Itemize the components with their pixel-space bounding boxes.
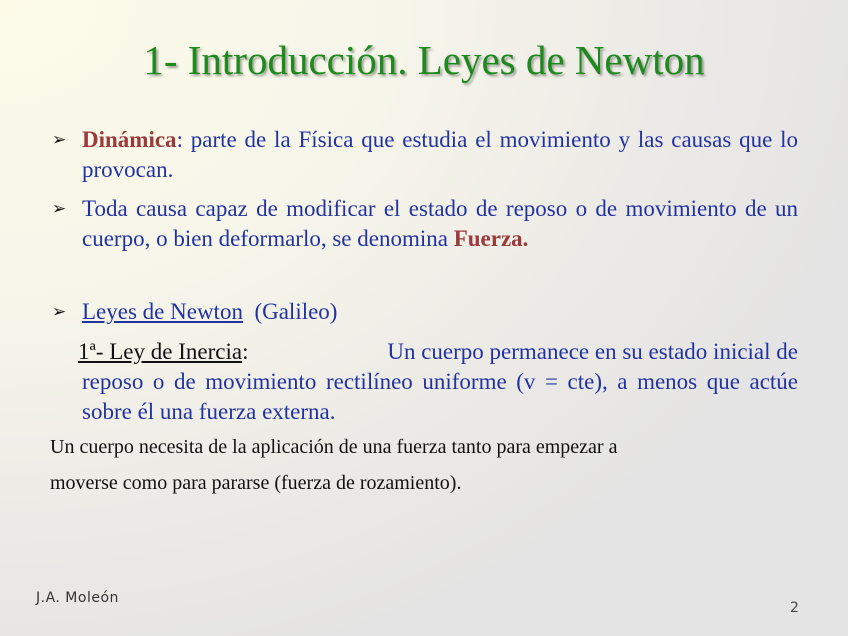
first-law-block: 1ª- Ley de Inercia: Un cuerpo permanece en su estado inicial de reposo o de movimiento rectilíneo uniforme (v = cte), a menos que actúe sobre él una fuerza externa. [52, 337, 798, 427]
arrow-bullet-icon: ➢ [52, 302, 67, 322]
leyes-newton-link[interactable]: Leyes de Newton [82, 299, 243, 324]
bullet-dinamica [52, 125, 798, 185]
note-line-2: moverse como para pararse (fuerza de rozamiento). [50, 472, 462, 494]
arrow-bullet-icon: ➢ [52, 130, 67, 150]
page-number: 2 [790, 600, 799, 616]
first-law-text-line1: Un cuerpo permanece en su estado inicial de [387, 339, 798, 364]
term-dinamica: Dinámica [82, 127, 177, 152]
term-fuerza: Fuerza. [453, 226, 529, 251]
first-law-name: 1ª- Ley de Inercia [78, 339, 243, 364]
slide-title: 1- Introducción. Leyes de Newton [143, 37, 705, 83]
galileo-note: (Galileo) [254, 299, 338, 324]
arrow-bullet-icon: ➢ [52, 199, 67, 219]
definition-dinamica: : parte de la Física que estudia el movimiento y las causas que lo provocan. [82, 127, 798, 182]
first-law-text-continuation: reposo o de movimiento rectilíneo uniforme (v = cte), a menos que actúe sobre él una fuerza externa. [82, 369, 798, 424]
definition-fuerza: Toda causa capaz de modificar el estado de reposo o de movimiento de un cuerpo, o bien deformarlo, se denomina [82, 196, 798, 251]
note-line-1: Un cuerpo necesita de la aplicación de una fuerza tanto para empezar a [50, 436, 618, 458]
bullet-fuerza [52, 194, 798, 254]
bullet-leyes-newton [52, 297, 798, 327]
footer-author: J.A. Moleón [36, 590, 119, 606]
